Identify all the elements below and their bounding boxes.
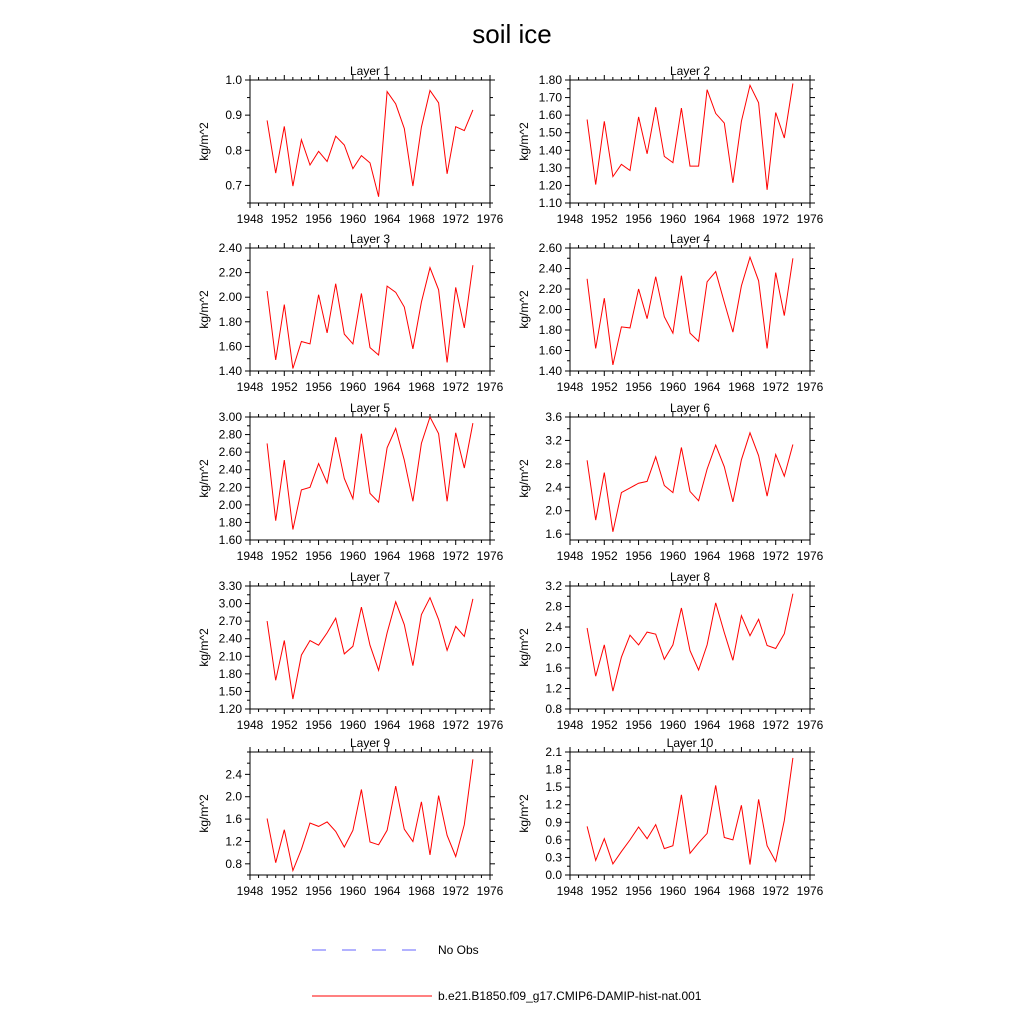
- x-tick-label: 1976: [796, 549, 824, 563]
- x-tick-label: 1968: [408, 718, 435, 732]
- x-tick-label: 1964: [373, 884, 401, 898]
- y-axis-label: kg/m^2: [517, 794, 531, 833]
- series-line: [587, 433, 793, 532]
- y-tick-label: 1.40: [218, 364, 242, 378]
- x-tick-label: 1976: [476, 212, 504, 226]
- x-tick-label: 1972: [442, 212, 470, 226]
- x-tick-label: 1964: [693, 884, 721, 898]
- x-tick-label: 1976: [796, 718, 824, 732]
- x-tick-label: 1972: [442, 549, 470, 563]
- x-tick-label: 1956: [625, 549, 652, 563]
- y-tick-label: 2.4: [545, 620, 562, 634]
- y-axis-label: kg/m^2: [517, 459, 531, 498]
- y-tick-label: 1.80: [218, 314, 242, 329]
- x-tick-label: 1960: [659, 380, 687, 394]
- y-tick-label: 1.6: [545, 527, 562, 542]
- x-tick-label: 1948: [236, 380, 264, 394]
- y-tick-label: 1.40: [538, 364, 562, 378]
- x-tick-label: 1956: [625, 884, 652, 898]
- y-tick-label: 0.8: [225, 856, 242, 871]
- y-axis-label: kg/m^2: [197, 628, 211, 667]
- x-tick-label: 1976: [796, 380, 824, 394]
- y-tick-label: 1.20: [538, 178, 562, 193]
- y-tick-label: 3.00: [218, 596, 242, 611]
- y-tick-label: 2.40: [218, 631, 242, 646]
- y-tick-label: 0.9: [545, 815, 562, 830]
- x-tick-label: 1972: [442, 380, 470, 394]
- x-tick-label: 1976: [476, 718, 504, 732]
- x-tick-label: 1964: [373, 718, 401, 732]
- plot-frame: [250, 752, 490, 875]
- y-tick-label: 1.60: [218, 533, 242, 547]
- y-tick-label: 2.00: [218, 290, 242, 305]
- y-axis-label: kg/m^2: [197, 290, 211, 329]
- y-tick-label: 2.20: [218, 265, 242, 280]
- y-tick-label: 1.80: [218, 515, 242, 530]
- legend: [312, 943, 702, 1003]
- y-tick-label: 3.6: [545, 410, 562, 424]
- y-tick-label: 2.10: [218, 649, 242, 664]
- x-tick-label: 1968: [408, 884, 435, 898]
- x-tick-label: 1948: [556, 549, 584, 563]
- y-tick-label: 0.0: [545, 868, 562, 882]
- panel-title: Layer 6: [669, 401, 711, 415]
- y-tick-label: 1.0: [225, 73, 242, 87]
- plot-frame: [570, 417, 810, 540]
- x-tick-label: 1968: [408, 549, 435, 563]
- panel-layer-2: [517, 64, 824, 226]
- panel-title: Layer 2: [669, 64, 711, 78]
- y-tick-label: 2.1: [545, 745, 562, 759]
- x-tick-label: 1956: [305, 549, 332, 563]
- panel-title: Layer 10: [666, 736, 714, 750]
- x-tick-label: 1972: [762, 380, 790, 394]
- y-tick-label: 0.8: [545, 702, 562, 716]
- x-tick-label: 1956: [625, 718, 652, 732]
- x-tick-label: 1948: [556, 884, 584, 898]
- y-tick-label: 2.8: [545, 599, 562, 614]
- panel-layer-7: [197, 570, 504, 732]
- y-tick-label: 2.0: [225, 789, 242, 804]
- x-tick-label: 1952: [270, 718, 298, 732]
- x-tick-label: 1960: [339, 212, 367, 226]
- plot-frame: [250, 586, 490, 709]
- panel-title: Layer 5: [349, 401, 391, 415]
- x-tick-label: 1972: [442, 884, 470, 898]
- y-tick-label: 2.40: [218, 462, 242, 477]
- x-tick-label: 1976: [476, 549, 504, 563]
- x-tick-label: 1948: [556, 380, 584, 394]
- y-tick-label: 1.80: [218, 666, 242, 681]
- y-tick-label: 1.60: [218, 339, 242, 354]
- panel-layer-8: [517, 570, 824, 732]
- panel-layer-5: [197, 401, 504, 563]
- x-tick-label: 1952: [270, 380, 298, 394]
- panel-layer-3: [197, 232, 504, 394]
- x-tick-label: 1948: [556, 212, 584, 226]
- y-tick-label: 3.30: [218, 579, 242, 593]
- y-tick-label: 1.6: [545, 661, 562, 675]
- y-tick-label: 2.40: [538, 261, 562, 276]
- series-line: [267, 417, 473, 530]
- x-tick-label: 1960: [339, 380, 367, 394]
- y-tick-label: 0.6: [545, 832, 562, 847]
- y-tick-label: 1.50: [538, 125, 562, 140]
- panel-layer-9: [197, 736, 504, 898]
- x-tick-label: 1952: [590, 884, 618, 898]
- y-tick-label: 1.8: [545, 762, 562, 777]
- x-tick-label: 1968: [728, 884, 755, 898]
- x-tick-label: 1956: [305, 718, 332, 732]
- x-tick-label: 1964: [693, 212, 721, 226]
- legend-label-2: b.e21.B1850.f09_g17.CMIP6-DAMIP-hist-nat.001: [438, 989, 702, 1003]
- panel-layer-1: [197, 64, 504, 226]
- y-tick-label: 0.7: [225, 178, 242, 193]
- series-line: [267, 265, 473, 368]
- y-axis-label: kg/m^2: [517, 290, 531, 329]
- series-line: [267, 91, 473, 197]
- series-line: [587, 594, 793, 691]
- y-tick-label: 1.30: [538, 160, 562, 175]
- y-tick-label: 2.00: [218, 497, 242, 512]
- x-tick-label: 1960: [659, 884, 687, 898]
- y-tick-label: 3.2: [545, 433, 562, 448]
- x-tick-label: 1952: [590, 380, 618, 394]
- x-tick-label: 1952: [590, 549, 618, 563]
- x-tick-label: 1948: [236, 212, 264, 226]
- series-line: [267, 598, 473, 699]
- series-line: [587, 84, 793, 190]
- x-tick-label: 1972: [762, 884, 790, 898]
- x-tick-label: 1964: [373, 549, 401, 563]
- y-axis-label: kg/m^2: [197, 459, 211, 498]
- x-tick-label: 1968: [408, 212, 435, 226]
- panel-title: Layer 3: [349, 232, 391, 246]
- panel-layer-10: [517, 736, 824, 898]
- plot-frame: [570, 752, 810, 875]
- y-tick-label: 2.70: [218, 614, 242, 629]
- y-tick-label: 1.10: [538, 196, 562, 210]
- y-axis-label: kg/m^2: [517, 122, 531, 161]
- x-tick-label: 1968: [728, 549, 755, 563]
- y-tick-label: 2.60: [538, 241, 562, 255]
- y-tick-label: 1.60: [538, 108, 562, 123]
- y-tick-label: 2.4: [225, 767, 242, 782]
- x-tick-label: 1952: [590, 212, 618, 226]
- x-tick-label: 1960: [339, 884, 367, 898]
- x-tick-label: 1968: [728, 380, 755, 394]
- x-tick-label: 1948: [236, 884, 264, 898]
- x-tick-label: 1964: [373, 380, 401, 394]
- x-tick-label: 1956: [305, 212, 332, 226]
- panel-title: Layer 7: [349, 570, 391, 584]
- panel-title: Layer 9: [349, 736, 391, 750]
- x-tick-label: 1960: [339, 718, 367, 732]
- x-tick-label: 1972: [762, 549, 790, 563]
- x-tick-label: 1960: [339, 549, 367, 563]
- x-tick-label: 1964: [693, 718, 721, 732]
- y-axis-label: kg/m^2: [197, 122, 211, 161]
- x-tick-label: 1976: [476, 380, 504, 394]
- x-tick-label: 1948: [236, 549, 264, 563]
- y-tick-label: 1.50: [218, 684, 242, 699]
- y-tick-label: 0.8: [225, 143, 242, 158]
- x-tick-label: 1968: [408, 380, 435, 394]
- y-tick-label: 1.2: [545, 681, 562, 696]
- plot-frame: [570, 80, 810, 203]
- x-tick-label: 1960: [659, 549, 687, 563]
- x-tick-label: 1952: [270, 212, 298, 226]
- y-tick-label: 2.0: [545, 503, 562, 518]
- x-tick-label: 1976: [796, 212, 824, 226]
- x-tick-label: 1948: [236, 718, 264, 732]
- x-tick-label: 1960: [659, 718, 687, 732]
- y-tick-label: 2.20: [218, 480, 242, 495]
- x-tick-label: 1972: [442, 718, 470, 732]
- y-tick-label: 2.40: [218, 241, 242, 255]
- chart-title: soil ice: [472, 19, 552, 49]
- x-tick-label: 1952: [270, 884, 298, 898]
- x-tick-label: 1956: [305, 884, 332, 898]
- x-tick-label: 1948: [556, 718, 584, 732]
- x-tick-label: 1976: [796, 884, 824, 898]
- y-tick-label: 2.80: [218, 427, 242, 442]
- legend-label-1: No Obs: [438, 943, 479, 957]
- x-tick-label: 1968: [728, 718, 755, 732]
- panel-layer-6: [517, 401, 824, 563]
- x-tick-label: 1952: [590, 718, 618, 732]
- y-tick-label: 3.2: [545, 579, 562, 593]
- panel-title: Layer 4: [669, 232, 711, 246]
- y-axis-label: kg/m^2: [517, 628, 531, 667]
- y-tick-label: 1.80: [538, 73, 562, 87]
- x-tick-label: 1956: [625, 212, 652, 226]
- y-tick-label: 1.70: [538, 90, 562, 105]
- y-tick-label: 1.2: [545, 797, 562, 812]
- y-tick-label: 1.5: [545, 780, 562, 795]
- y-tick-label: 2.20: [538, 282, 562, 296]
- y-tick-label: 1.2: [225, 834, 242, 849]
- x-tick-label: 1956: [305, 380, 332, 394]
- x-tick-label: 1956: [625, 380, 652, 394]
- series-line: [587, 758, 793, 865]
- y-tick-label: 3.00: [218, 410, 242, 424]
- y-tick-label: 1.20: [218, 702, 242, 716]
- x-tick-label: 1972: [762, 718, 790, 732]
- y-tick-label: 2.4: [545, 480, 562, 495]
- series-line: [267, 759, 473, 870]
- y-tick-label: 2.0: [545, 640, 562, 655]
- plot-frame: [250, 248, 490, 371]
- x-tick-label: 1952: [270, 549, 298, 563]
- series-line: [587, 257, 793, 365]
- y-tick-label: 2.8: [545, 456, 562, 471]
- y-tick-label: 1.80: [538, 323, 562, 337]
- y-tick-label: 2.60: [218, 445, 242, 460]
- x-tick-label: 1972: [762, 212, 790, 226]
- panel-layer-4: [517, 232, 824, 394]
- panel-title: Layer 8: [669, 570, 711, 584]
- y-tick-label: 1.60: [538, 343, 562, 358]
- y-tick-label: 2.00: [538, 302, 562, 317]
- x-tick-label: 1960: [659, 212, 687, 226]
- y-tick-label: 0.9: [225, 108, 242, 123]
- x-tick-label: 1968: [728, 212, 755, 226]
- x-tick-label: 1976: [476, 884, 504, 898]
- x-tick-label: 1964: [693, 380, 721, 394]
- y-tick-label: 1.40: [538, 143, 562, 158]
- y-axis-label: kg/m^2: [197, 794, 211, 833]
- y-tick-label: 1.6: [225, 812, 242, 827]
- plot-frame: [250, 417, 490, 540]
- y-tick-label: 0.3: [545, 850, 562, 865]
- panel-title: Layer 1: [349, 64, 391, 78]
- panels-group: [197, 64, 824, 898]
- x-tick-label: 1964: [693, 549, 721, 563]
- x-tick-label: 1964: [373, 212, 401, 226]
